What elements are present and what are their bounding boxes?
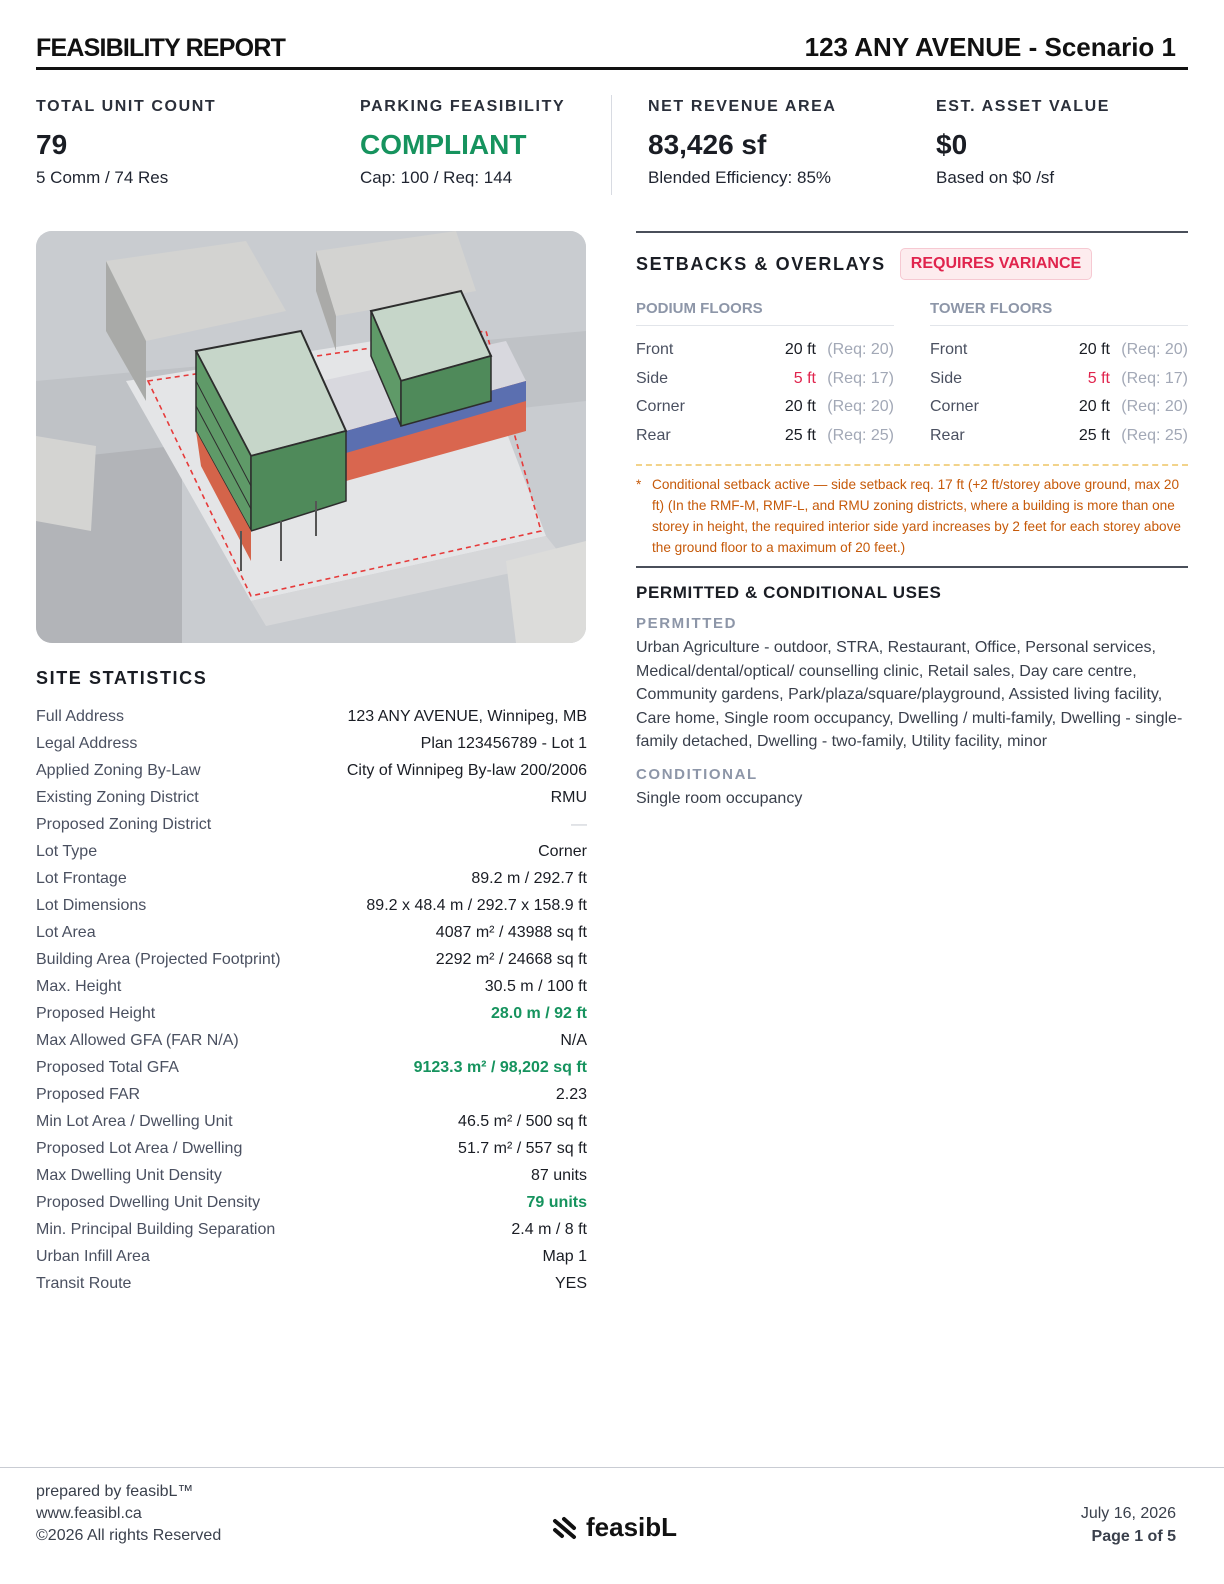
setback-required: (Req: 20) — [1121, 398, 1188, 415]
footer-rule — [0, 1467, 1224, 1468]
stat-label: Proposed Zoning District — [36, 816, 212, 833]
footer-meta — [1081, 1502, 1176, 1548]
stat-label: Transit Route — [36, 1275, 132, 1292]
tower-setback-list — [930, 336, 1188, 450]
kpi-divider — [611, 95, 612, 195]
kpi-sub: Cap: 100 / Req: 144 — [360, 168, 513, 187]
stat-row — [36, 1189, 587, 1216]
setback-row — [930, 393, 1188, 422]
setbacks-top-rule — [636, 231, 1188, 233]
stat-label: Max Allowed GFA (FAR N/A) — [36, 1032, 239, 1049]
stat-label: Lot Type — [36, 843, 98, 860]
setbacks-floors — [636, 300, 1188, 450]
kpi-sub: 5 Comm / 74 Res — [36, 168, 169, 187]
kpi-est-asset-value — [936, 98, 1110, 188]
kpi-value: 83,426 sf — [648, 129, 767, 160]
stat-value: 9123.3 m² / 98,202 sq ft — [413, 1059, 587, 1076]
stat-value: 4087 m² / 43988 sq ft — [435, 924, 587, 941]
stat-label: Building Area (Projected Footprint) — [36, 951, 281, 968]
setback-required: (Req: 20) — [827, 398, 894, 415]
stat-row — [36, 730, 587, 757]
stat-value: 2292 m² / 24668 sq ft — [435, 951, 587, 968]
setback-row — [636, 365, 894, 394]
stat-row — [36, 1162, 587, 1189]
website-link[interactable]: www.feasibl.ca — [36, 1505, 142, 1522]
stat-value: 51.7 m² / 557 sq ft — [458, 1140, 587, 1157]
stat-label: Lot Dimensions — [36, 897, 147, 914]
stat-value: 123 ANY AVENUE, Winnipeg, MB — [347, 708, 587, 725]
stat-label: Min. Principal Building Separation — [36, 1221, 276, 1238]
prepared-by: prepared by feasibL™ — [36, 1483, 194, 1500]
setback-row — [636, 422, 894, 451]
site-massing-image — [36, 231, 586, 643]
note-text: Conditional setback active — side setback req. 17 ft (+2 ft/storey above ground, max 20 ft) (In the RMF-M, RMF-L, and RMU zoning districts, where a building is more than one storey in height, the required interior side yard increases by 2 feet for each storey above the ground floor to a maximum of 20 feet.) — [652, 477, 1181, 555]
setback-label: Corner — [636, 398, 685, 415]
feasibl-logo-icon — [552, 1515, 578, 1541]
stat-label: Proposed Lot Area / Dwelling — [36, 1140, 243, 1157]
stat-value: 46.5 m² / 500 sq ft — [458, 1113, 587, 1130]
permitted-conditional-uses — [636, 569, 1188, 811]
setback-required: (Req: 17) — [1121, 369, 1188, 387]
report-title: FEASIBILITY REPORT — [36, 34, 286, 62]
stat-value: 2.23 — [555, 1086, 587, 1103]
stat-value: 2.4 m / 8 ft — [511, 1221, 587, 1238]
stat-label: Lot Frontage — [36, 870, 127, 887]
setback-label: Rear — [930, 426, 965, 444]
kpi-value: COMPLIANT — [360, 129, 527, 160]
tower-floors — [930, 300, 1188, 450]
stat-row — [36, 919, 587, 946]
setbacks-overlays — [636, 248, 1188, 558]
kpi-value: 79 — [36, 129, 68, 160]
logo-text: feasibL — [586, 1512, 678, 1542]
stat-value: 87 units — [530, 1167, 587, 1184]
permitted-label: PERMITTED — [636, 615, 738, 632]
stat-row — [36, 1216, 587, 1243]
stat-value: — — [571, 816, 587, 833]
stat-value: 30.5 m / 100 ft — [484, 978, 587, 995]
requires-variance-badge: REQUIRES VARIANCE — [900, 248, 1092, 280]
stat-row — [36, 757, 587, 784]
setback-label: Side — [636, 369, 669, 387]
stat-row — [36, 1270, 587, 1297]
setback-value: 20 ft — [784, 398, 816, 415]
note-divider — [636, 464, 1188, 466]
stat-value: RMU — [550, 789, 587, 806]
setback-required: (Req: 17) — [827, 369, 894, 387]
podium-floors — [636, 300, 894, 450]
kpi-value: $0 — [936, 129, 968, 160]
setback-value: 25 ft — [1078, 426, 1110, 444]
report-date: July 16, 2026 — [1080, 1505, 1176, 1522]
kpi-label: TOTAL UNIT COUNT — [36, 98, 217, 115]
setback-label: Front — [636, 341, 674, 358]
setback-label: Rear — [636, 426, 671, 444]
stat-label: Proposed Height — [36, 1005, 156, 1022]
uses-title: PERMITTED & CONDITIONAL USES — [636, 583, 942, 602]
kpi-net-revenue-area — [648, 98, 837, 188]
conditional-uses: Single room occupancy — [636, 789, 803, 807]
conditional-setback-note — [636, 474, 1188, 558]
stat-row — [36, 1108, 587, 1135]
setback-value: 25 ft — [784, 426, 816, 444]
setback-required: (Req: 20) — [1121, 341, 1188, 358]
stat-value: N/A — [560, 1032, 587, 1049]
stat-label: Proposed Dwelling Unit Density — [36, 1194, 261, 1211]
kpi-label: EST. ASSET VALUE — [936, 98, 1111, 115]
setback-required: (Req: 25) — [1121, 426, 1188, 444]
stat-row — [36, 973, 587, 1000]
stat-label: Lot Area — [36, 924, 96, 941]
kpi-total-unit-count — [36, 98, 216, 188]
stat-value: City of Winnipeg By-law 200/2006 — [346, 762, 587, 779]
project-title: 123 ANY AVENUE - Scenario 1 — [804, 32, 1176, 62]
stat-value: Map 1 — [542, 1248, 587, 1265]
stat-label: Max Dwelling Unit Density — [36, 1167, 222, 1184]
stat-value: YES — [554, 1275, 587, 1292]
stat-label: Urban Infill Area — [36, 1248, 150, 1265]
note-asterisk: * — [636, 477, 642, 492]
setback-value: 5 ft — [1087, 369, 1110, 387]
stat-label: Max. Height — [36, 978, 122, 995]
setback-value: 20 ft — [784, 341, 816, 358]
page-number: Page 1 of 5 — [1091, 1528, 1176, 1545]
footer-credits — [36, 1481, 221, 1547]
stat-row — [36, 811, 587, 838]
setback-label: Side — [930, 369, 963, 387]
conditional-label: CONDITIONAL — [636, 765, 758, 783]
setback-row — [930, 422, 1188, 451]
kpi-parking-feasibility — [360, 98, 565, 188]
uses-top-rule — [636, 566, 1188, 568]
site-statistics — [36, 668, 587, 1297]
stat-label: Applied Zoning By-Law — [36, 762, 201, 779]
setback-row — [636, 393, 894, 422]
stat-row — [36, 1027, 587, 1054]
stat-label: Proposed Total GFA — [36, 1059, 179, 1076]
setback-value: 20 ft — [1078, 398, 1110, 415]
stat-row — [36, 1054, 587, 1081]
stat-label: Full Address — [36, 708, 125, 725]
stat-row — [36, 784, 587, 811]
setbacks-header — [636, 248, 1188, 280]
stat-value: 28.0 m / 92 ft — [490, 1005, 587, 1022]
stat-value: 79 units — [526, 1194, 587, 1211]
stat-row — [36, 1243, 587, 1270]
stat-label: Proposed FAR — [36, 1086, 141, 1103]
header-rule — [36, 67, 1188, 70]
stat-label: Legal Address — [36, 735, 138, 752]
stat-row — [36, 946, 587, 973]
tower-floors-title: TOWER FLOORS — [930, 300, 1188, 326]
stat-row — [36, 1000, 587, 1027]
stat-value: Plan 123456789 - Lot 1 — [420, 735, 587, 752]
stat-row — [36, 703, 587, 730]
setback-row — [930, 365, 1188, 394]
kpi-label: PARKING FEASIBILITY — [360, 98, 566, 115]
stat-value: 89.2 x 48.4 m / 292.7 x 158.9 ft — [366, 897, 587, 914]
stat-row — [36, 892, 587, 919]
setback-value: 20 ft — [1078, 341, 1110, 358]
setback-value: 5 ft — [793, 369, 816, 387]
site-statistics-title: SITE STATISTICS — [36, 668, 208, 688]
kpi-sub: Blended Efficiency: 85% — [648, 168, 832, 187]
copyright: ©2026 All rights Reserved — [36, 1527, 222, 1544]
site-statistics-table — [36, 703, 587, 1297]
stat-label: Existing Zoning District — [36, 789, 199, 806]
kpi-label: NET REVENUE AREA — [648, 98, 837, 115]
setback-required: (Req: 25) — [827, 426, 894, 444]
setback-label: Corner — [930, 398, 979, 415]
permitted-uses: Urban Agriculture - outdoor, STRA, Restaurant, Office, Personal services, Medical/dental/optical/ counselling clinic, Retail sales, Day care centre, Community gardens, Park/plaza/square/playground, Assisted living facility, Care home, Single room occupancy, Dwelling / multi-family, Dwelling - single-family detached, Dwelling - two-family, Utility facility, minor — [636, 639, 1183, 751]
stat-label: Min Lot Area / Dwelling Unit — [36, 1113, 233, 1130]
podium-floors-title: PODIUM FLOORS — [636, 300, 894, 326]
setback-label: Front — [930, 341, 968, 358]
setback-row — [930, 336, 1188, 365]
setback-required: (Req: 20) — [827, 341, 894, 358]
setbacks-title: SETBACKS & OVERLAYS — [636, 253, 886, 274]
stat-value: 89.2 m / 292.7 ft — [471, 870, 587, 887]
kpi-sub: Based on $0 /sf — [936, 168, 1055, 187]
podium-setback-list — [636, 336, 894, 450]
stat-row — [36, 1081, 587, 1108]
feasibl-logo — [552, 1512, 677, 1543]
stat-row — [36, 838, 587, 865]
setback-row — [636, 336, 894, 365]
stat-value: Corner — [538, 843, 587, 860]
stat-row — [36, 865, 587, 892]
stat-row — [36, 1135, 587, 1162]
